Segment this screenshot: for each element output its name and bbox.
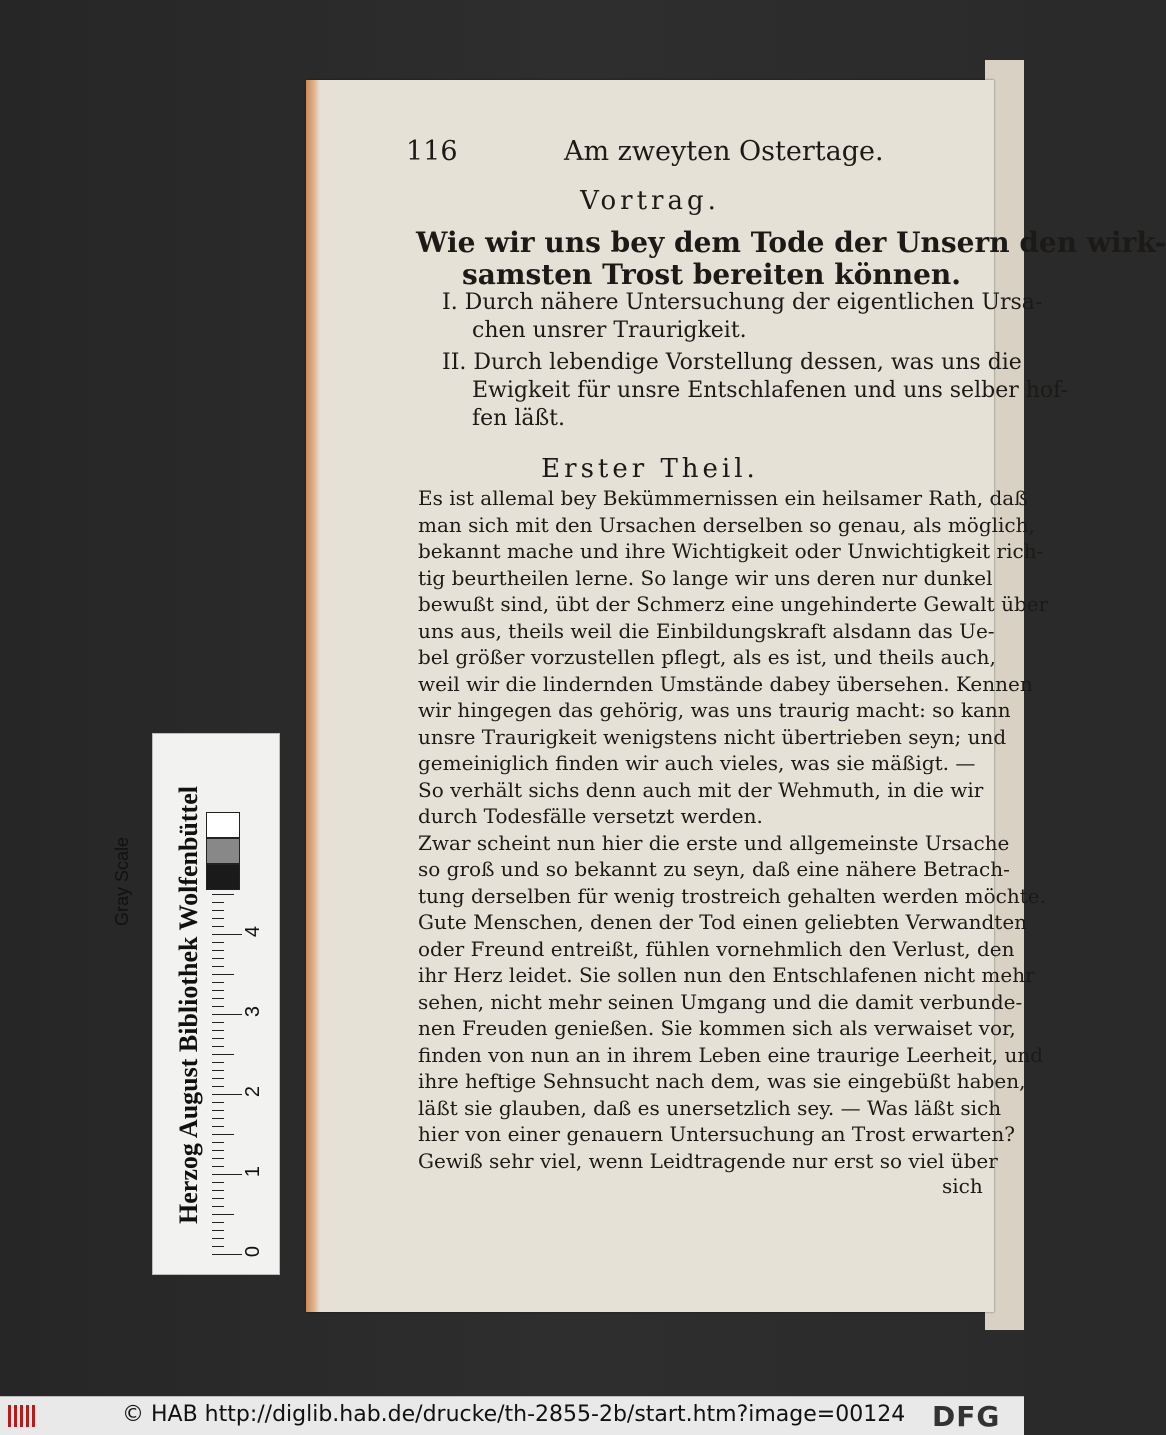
ruler-tick — [212, 1134, 234, 1135]
sermon-title-line: Wie wir uns bey dem Tode der Unsern den wirk- — [416, 226, 1166, 259]
footer-bar — [0, 1396, 1024, 1435]
point-line: chen unsrer Traurigkeit. — [472, 318, 747, 343]
gray-scale-label: Gray Scale — [112, 836, 132, 926]
gray-swatch — [206, 838, 240, 864]
body-line: man sich mit den Ursachen derselben so genau, als möglich, — [418, 512, 1035, 537]
ruler-number: 2 — [242, 1085, 265, 1098]
ruler-tick — [212, 990, 224, 991]
black-swatch — [206, 864, 240, 890]
ruler-tick — [212, 1126, 224, 1127]
ruler-tick — [212, 974, 234, 975]
body-line: tig beurtheilen lerne. So lange wir uns deren nur dunkel — [418, 565, 993, 590]
ruler-number: 4 — [242, 925, 265, 938]
ruler-tick — [212, 1086, 224, 1087]
body-line: bewußt sind, übt der Schmerz eine ungehinderte Gewalt über — [418, 592, 1049, 616]
ruler-tick — [212, 1254, 242, 1255]
body-line: sehen, nicht mehr seinen Umgang und die damit verbunde- — [418, 989, 1023, 1014]
ruler-tick — [212, 1030, 224, 1031]
ruler-tick — [212, 958, 224, 959]
ruler-tick — [212, 1014, 242, 1015]
footer-credit-link[interactable]: © HAB http://diglib.hab.de/drucke/th-2855-2b/start.htm?image=00124 — [122, 1402, 906, 1427]
body-line: weil wir die lindernden Umstände dabey übersehen. Kennen — [418, 671, 1033, 696]
ruler-tick — [212, 1022, 224, 1023]
hab-logo-icon — [6, 1403, 40, 1429]
body-line: ihr Herz leidet. Sie sollen nun den Entschlafenen nicht mehr — [418, 963, 1035, 987]
ruler-tick — [212, 1062, 224, 1063]
body-line: uns aus, theils weil die Einbildungskraft alsdann das Ue- — [418, 618, 995, 643]
ruler-tick — [212, 910, 224, 911]
page-edge — [306, 80, 320, 1312]
ruler-number: 3 — [242, 1005, 265, 1018]
body-line: gemeiniglich finden wir auch vieles, was sie mäßigt. — — [418, 751, 976, 775]
body-line: bekannt mache und ihre Wichtigkeit oder Unwichtigkeit rich- — [418, 539, 1044, 563]
ruler-tick — [212, 934, 242, 935]
ruler-tick — [212, 1054, 234, 1055]
body-line: finden von nun an in ihrem Leben eine traurige Leerheit, und — [418, 1042, 1044, 1067]
catchword: sich — [942, 1174, 983, 1198]
ruler-tick — [212, 1198, 224, 1199]
page-number: 116 — [406, 136, 458, 167]
ruler-tick — [212, 1182, 224, 1183]
ruler-tick — [212, 1230, 224, 1231]
ruler-tick — [212, 998, 224, 999]
ruler-tick — [212, 926, 224, 927]
ruler-tick — [212, 1166, 224, 1167]
institution-label: Herzog August Bibliothek Wolfenbüttel — [174, 786, 203, 1224]
body-line: hier von einer genauern Untersuchung an Trost erwarten? — [418, 1122, 1015, 1146]
body-line: nen Freuden genießen. Sie kommen sich als verwaiset vor, — [418, 1016, 1016, 1040]
ruler-tick — [212, 982, 224, 983]
point-line: Ewigkeit für unsre Entschlafenen und uns selber hof- — [472, 378, 1068, 403]
ruler-tick — [212, 1190, 224, 1191]
ruler-tick — [212, 1046, 224, 1047]
ruler-tick — [212, 894, 234, 895]
body-line: durch Todesfälle versetzt werden. — [418, 804, 763, 828]
dfg-logo: DFG — [932, 1400, 1001, 1433]
body-line: tung derselben für wenig trostreich gehalten werden möchte. — [418, 883, 1046, 908]
body-line: oder Freund entreißt, fühlen vornehmlich den Verlust, den — [418, 936, 1015, 961]
body-line: Es ist allemal bey Bekümmernissen ein heilsamer Rath, daß — [418, 486, 1028, 510]
ruler-tick — [212, 1174, 242, 1175]
body-line: Gewiß sehr viel, wenn Leidtragende nur erst so viel über — [418, 1148, 998, 1173]
ruler-tick — [212, 1102, 224, 1103]
body-line: läßt sie glauben, daß es unersetzlich sey. — Was läßt sich — [418, 1095, 1002, 1120]
ruler-tick — [212, 1094, 242, 1095]
book-page — [306, 80, 1166, 1312]
ruler-tick — [212, 1222, 224, 1223]
ruler-tick — [212, 1070, 224, 1071]
ruler-tick — [212, 942, 224, 943]
ruler-number: 1 — [242, 1165, 265, 1178]
body-line: So verhält sichs denn auch mit der Wehmuth, in die wir — [418, 777, 984, 802]
ruler-tick — [212, 1142, 224, 1143]
body-line: bel größer vorzustellen pflegt, als es ist, und theils auch, — [418, 645, 996, 669]
ruler-tick — [212, 1246, 224, 1247]
ruler-tick — [212, 1078, 224, 1079]
ruler-tick — [212, 1158, 224, 1159]
ruler-tick — [212, 1006, 224, 1007]
sermon-title-line: samsten Trost bereiten können. — [462, 258, 961, 291]
body-line: unsre Traurigkeit wenigstens nicht übertrieben seyn; und — [418, 724, 1007, 749]
ruler-tick — [212, 966, 224, 967]
ruler-tick — [212, 1110, 224, 1111]
body-line: so groß und so bekannt zu seyn, daß eine nähere Betrach- — [418, 857, 1010, 881]
ruler-tick — [212, 950, 224, 951]
point-line: I. Durch nähere Untersuchung der eigentlichen Ursa- — [442, 290, 1043, 315]
point-line: II. Durch lebendige Vorstellung dessen, was uns die — [442, 350, 1022, 375]
part-heading: Erster Theil. — [541, 454, 759, 484]
body-line: wir hingegen das gehörig, was uns traurig macht: so kann — [418, 698, 1011, 722]
ruler-tick — [212, 1150, 224, 1151]
ruler-tick — [212, 902, 224, 903]
section-heading: Vortrag. — [580, 186, 720, 216]
running-title: Am zweyten Ostertage. — [564, 136, 884, 167]
ruler-number: 0 — [242, 1245, 265, 1258]
body-line: Gute Menschen, denen der Tod einen geliebten Verwandten — [418, 910, 1028, 934]
point-line: fen läßt. — [472, 406, 566, 431]
body-line: ihre heftige Sehnsucht nach dem, was sie eingebüßt haben, — [418, 1069, 1026, 1093]
white-swatch — [206, 812, 240, 838]
ruler-tick — [212, 1118, 224, 1119]
ruler-tick — [212, 918, 224, 919]
ruler-tick — [212, 1238, 224, 1239]
ruler-tick — [212, 1206, 224, 1207]
ruler-tick — [212, 1038, 224, 1039]
body-line: Zwar scheint nun hier die erste und allgemeinste Ursache — [418, 830, 1010, 855]
ruler-tick — [212, 1214, 234, 1215]
